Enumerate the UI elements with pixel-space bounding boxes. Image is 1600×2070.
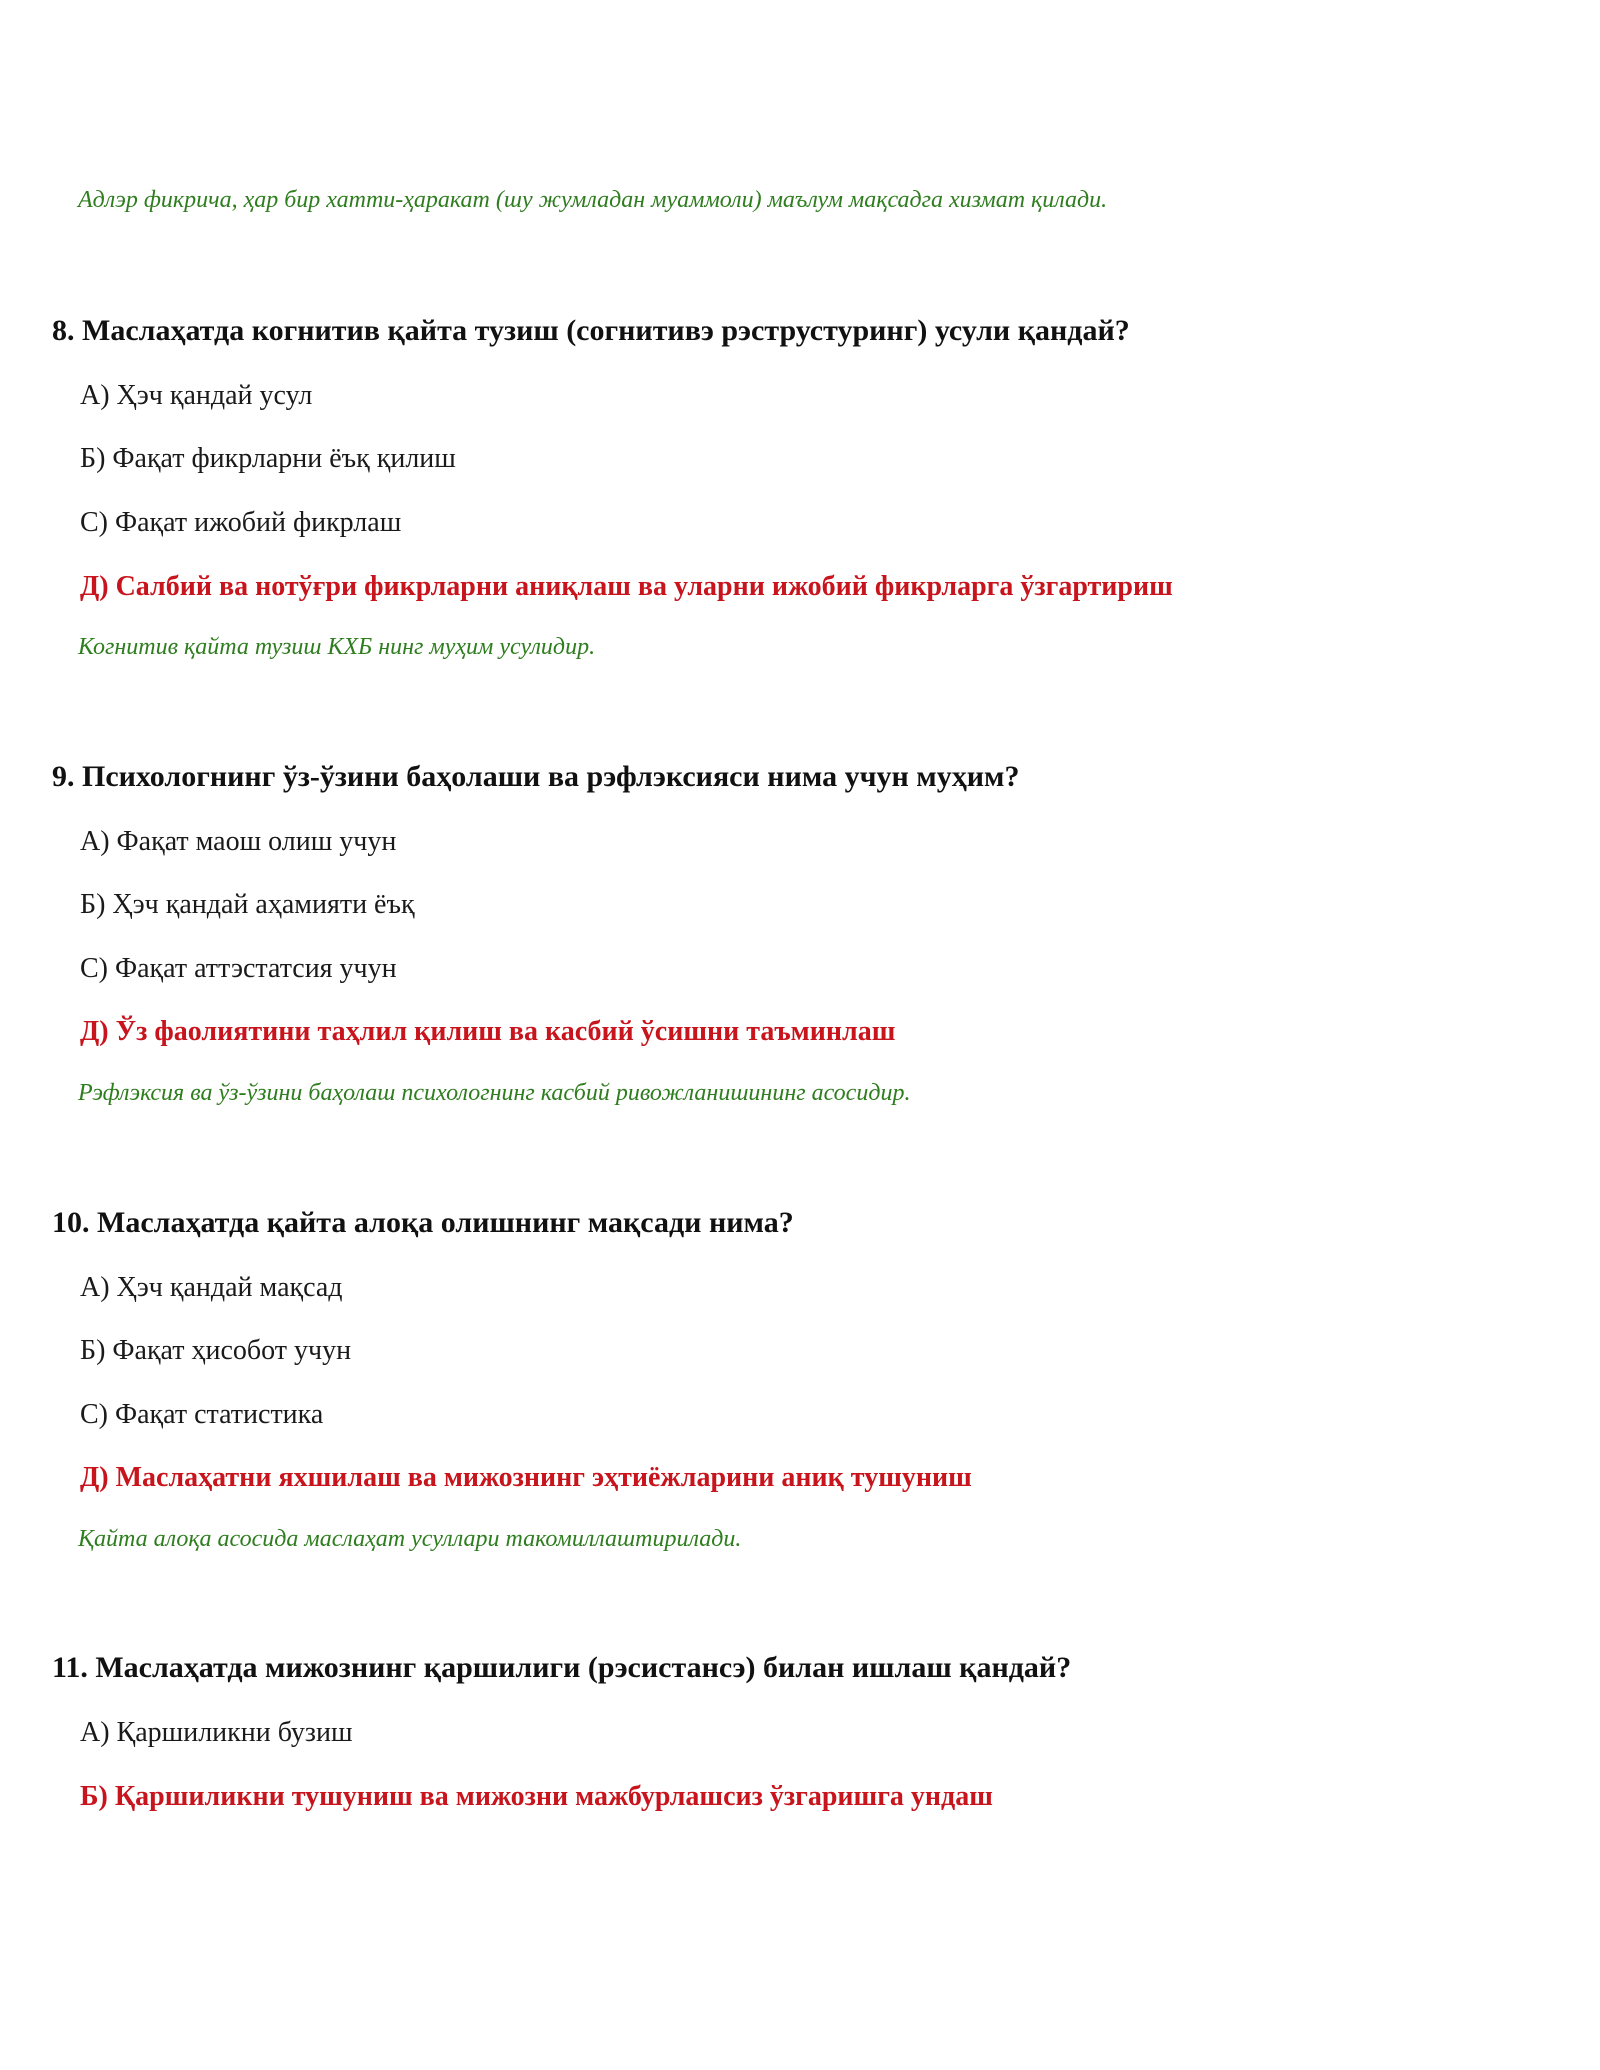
question-8-title: 8. Маслаҳатда когнитив қайта тузиш (согнитивэ рэструстуринг) усули қандай? (52, 314, 1130, 347)
question-9-option-d-correct: Д) Ўз фаолиятини таҳлил қилиш ва касбий ўсишни таъминлаш (80, 1016, 896, 1047)
question-11-title: 11. Маслаҳатда мижознинг қаршилиги (рэсистансэ) билан ишлаш қандай? (52, 1651, 1072, 1684)
question-10-note: Қайта алоқа асосида маслаҳат усуллари такомиллаштирилади. (78, 1526, 742, 1552)
question-10-option-b: Б) Фақат ҳисобот учун (80, 1335, 352, 1366)
question-9-option-c: С) Фақат аттэстатсия учун (80, 953, 397, 984)
question-9-title: 9. Психологнинг ўз-ўзини баҳолаши ва рэфлэксияси нима учун муҳим? (52, 760, 1020, 793)
question-11-option-b-correct: Б) Қаршиликни тушуниш ва мижозни мажбурлашсиз ўзгаришга ундаш (80, 1781, 993, 1812)
question-10-option-a: А) Ҳэч қандай мақсад (80, 1272, 343, 1303)
question-8-option-d-correct: Д) Салбий ва нотўғри фикрларни аниқлаш ва уларни ижобий фикрларга ўзгартириш (80, 571, 1173, 602)
question-10-option-d-correct: Д) Маслаҳатни яхшилаш ва мижознинг эҳтиёжларини аниқ тушуниш (80, 1462, 972, 1493)
question-8-note: Когнитив қайта тузиш КХБ нинг муҳим усулидир. (78, 634, 596, 660)
question-9-option-a: А) Фақат маош олиш учун (80, 826, 397, 857)
question-11-option-a: А) Қаршиликни бузиш (80, 1717, 353, 1748)
question-10-option-c: С) Фақат статистика (80, 1399, 324, 1430)
question-8-option-b: Б) Фақат фикрларни ёъқ қилиш (80, 443, 456, 474)
intro-note: Адлэр фикрича, ҳар бир хатти-ҳаракат (шу жумладан муаммоли) маълум мақсадга хизмат қилади. (78, 187, 1108, 213)
question-8-option-c: С) Фақат ижобий фикрлаш (80, 507, 402, 538)
question-10-title: 10. Маслаҳатда қайта алоқа олишнинг мақсади нима? (52, 1206, 794, 1239)
question-9-note: Рэфлэксия ва ўз-ўзини баҳолаш психологнинг касбий ривожланишининг асосидир. (78, 1080, 911, 1106)
question-9-option-b: Б) Ҳэч қандай аҳамияти ёъқ (80, 889, 415, 920)
question-8-option-a: А) Ҳэч қандай усул (80, 380, 313, 411)
